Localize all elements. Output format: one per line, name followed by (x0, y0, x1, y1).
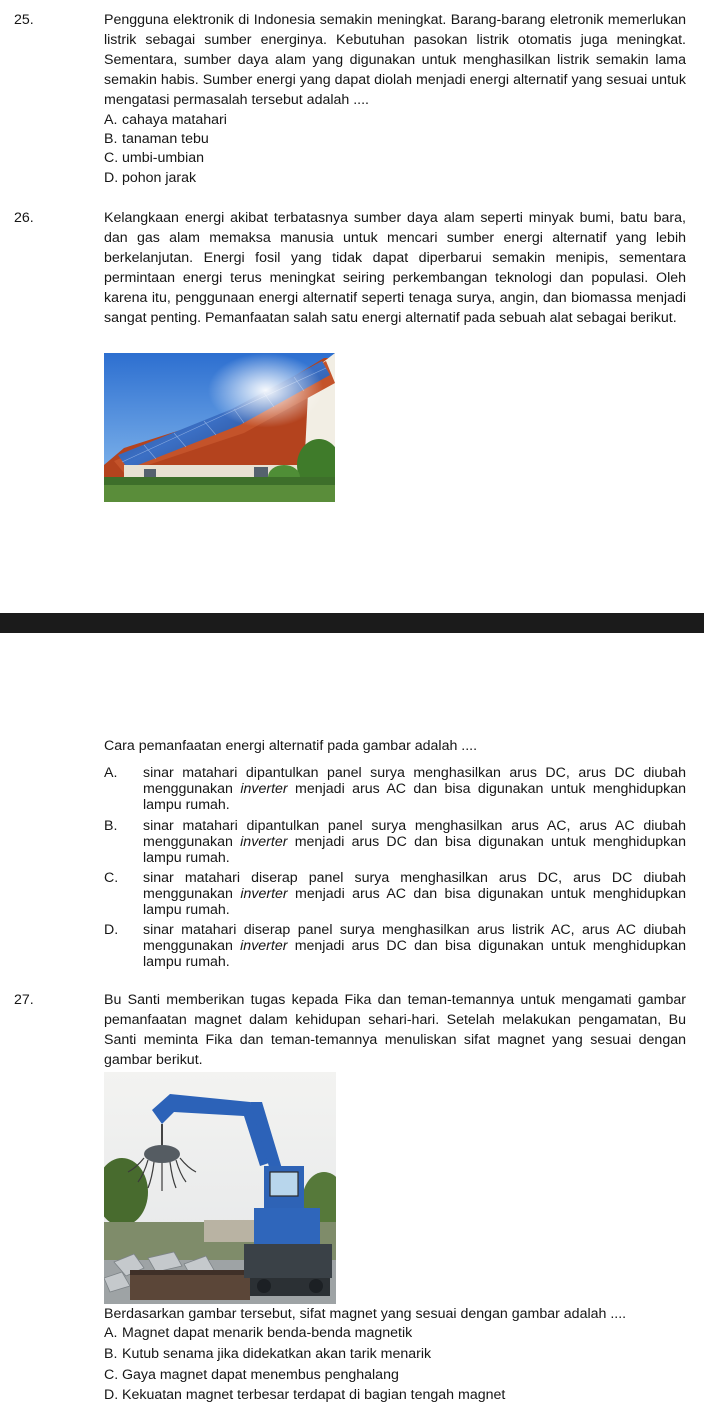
option-letter: B. (104, 1346, 118, 1362)
option-letter: A. (104, 112, 118, 128)
question-number: 27. (14, 992, 34, 1008)
option-letter: C. (104, 1367, 119, 1383)
option-b[interactable] (104, 818, 686, 866)
question-prompt: Cara pemanfaatan energi alternatif pada gambar adalah .... (104, 738, 478, 754)
question-number: 26. (14, 210, 34, 226)
option-a[interactable] (104, 1325, 686, 1341)
option-d[interactable] (104, 922, 686, 970)
option-text: sinar matahari diserap panel surya menghasilkan arus listrik AC, arus AC diubah menggunakan inverter menjadi arus DC dan bisa digunakan untuk menghidupkan lampu rumah. (143, 922, 686, 970)
option-letter: A. (104, 765, 118, 781)
option-c[interactable] (104, 1367, 686, 1383)
question-stem: Pengguna elektronik di Indonesia semakin meningkat. Barang-barang eletronik memerlukan listrik sebagai sumber energinya. Kebutuhan pasokan listrik otomatis juga meningkat. Sementara, sumber daya alam yang digunakan untuk menghasilkan listrik semakin lama semakin habis. Sumber energi yang dapat diolah menjadi energi alternatif yang sesuai untuk mengatasi permasalah tersebut adalah .... (104, 12, 686, 108)
option-letter: B. (104, 131, 118, 147)
option-letter: C. (104, 150, 119, 166)
option-letter: D. (104, 1387, 119, 1403)
question-prompt: Berdasarkan gambar tersebut, sifat magnet yang sesuai dengan gambar adalah .... (104, 1306, 627, 1322)
option-text: Kekuatan magnet terbesar terdapat di bagian tengah magnet (122, 1387, 506, 1403)
option-d[interactable] (104, 170, 686, 186)
question-number: 25. (14, 12, 34, 28)
option-a[interactable] (104, 112, 686, 128)
option-text: sinar matahari dipantulkan panel surya menghasilkan arus AC, arus AC diubah menggunakan inverter menjadi arus DC dan bisa digunakan untuk menghidupkan lampu rumah. (143, 818, 686, 866)
option-letter: C. (104, 870, 119, 886)
option-letter: B. (104, 818, 118, 834)
option-letter: A. (104, 1325, 118, 1341)
option-text: Gaya magnet dapat menembus penghalang (122, 1367, 399, 1383)
option-text: pohon jarak (122, 170, 197, 186)
option-b[interactable] (104, 131, 686, 147)
option-d[interactable] (104, 1387, 686, 1403)
option-text: umbi-umbian (122, 150, 205, 166)
option-text: tanaman tebu (122, 131, 209, 147)
option-text: sinar matahari diserap panel surya menghasilkan arus DC, arus DC diubah menggunakan inverter menjadi arus AC dan bisa digunakan untuk menghidupkan lampu rumah. (143, 870, 686, 918)
dark-separator-band (0, 613, 704, 633)
option-text: cahaya matahari (122, 112, 227, 128)
option-letter: D. (104, 170, 119, 186)
option-b[interactable] (104, 1346, 686, 1362)
magnet-crane-scrapyard-image (104, 1072, 336, 1304)
option-text: Kutub senama jika didekatkan akan tarik menarik (122, 1346, 432, 1362)
question-stem: Bu Santi memberikan tugas kepada Fika dan teman-temannya untuk mengamati gambar pemanfaatan magnet dalam kehidupan sehari-hari. Setelah melakukan pengamatan, Bu Santi meminta Fika dan teman-temannya menuliskan sifat magnet yang sesuai dengan gambar berikut. (104, 992, 686, 1068)
option-a[interactable] (104, 765, 686, 813)
option-c[interactable] (104, 150, 686, 166)
option-c[interactable] (104, 870, 686, 918)
option-text: sinar matahari dipantulkan panel surya menghasilkan arus DC, arus DC diubah menggunakan inverter menjadi arus AC dan bisa digunakan untuk menghidupkan lampu rumah. (143, 765, 686, 813)
option-text: Magnet dapat menarik benda-benda magnetik (122, 1325, 413, 1341)
solar-panel-house-image (104, 353, 335, 502)
question-stem: Kelangkaan energi akibat terbatasnya sumber daya alam seperti minyak bumi, batu bara, dan gas alam memaksa manusia untuk mencari sumber energi alternatif yang lebih berkelanjutan. Energi fosil yang tidak dapat diperbarui semakin menipis, sementara permintaan energi terus meningkat seiring perkembangan teknologi dan populasi. Oleh karena itu, penggunaan energi alternatif seperti tenaga surya, angin, dan biomassa menjadi sangat penting. Pemanfaatan salah satu energi alternatif pada sebuah alat sebagai berikut. (104, 210, 686, 326)
option-letter: D. (104, 922, 119, 938)
